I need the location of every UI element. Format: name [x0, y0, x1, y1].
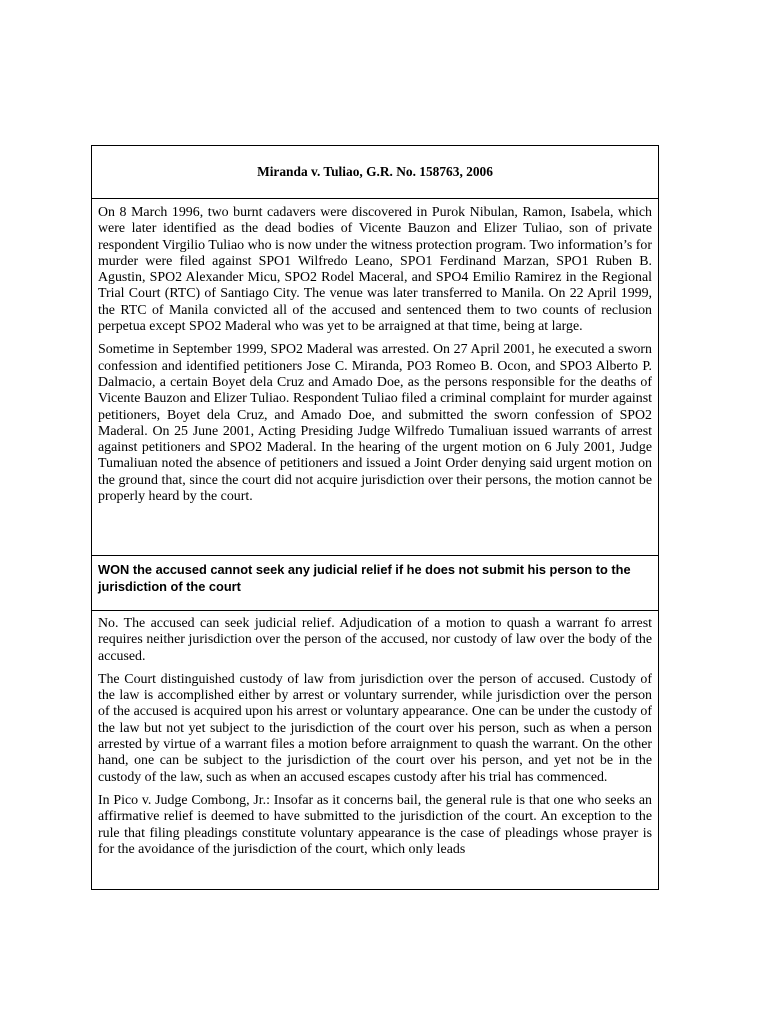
ruling-paragraph-1: No. The accused can seek judicial relief. Adjudication of a motion to quash a warrant fo arrest requires neither jurisdiction over the person of the accused, nor custody of law over the body of the accused. [98, 616, 652, 664]
facts-cell [92, 199, 658, 556]
facts-paragraph-1: On 8 March 1996, two burnt cadavers were discovered in Purok Nibulan, Ramon, Isabela, which were later identified as the dead bodies of Vicente Bauzon and Elizer Tuliao, son of private respondent Virgilio Tuliao who is now under the witness protection program. Two information’s for murder were filed against SPO1 Wilfredo Leano, SPO1 Ferdinand Marzan, SPO1 Ruben B. Agustin, SPO2 Alexander Micu, SPO2 Rodel Maceral, and SPO4 Emilio Ramirez in the Regional Trial Court (RTC) of Santiago City. The venue was later transferred to Manila. On 22 April 1999, the RTC of Manila convicted all of the accused and sentenced them to two counts of reclusion perpetua except SPO2 Maderal who was yet to be arraigned at that time, being at large. [98, 205, 652, 335]
case-digest-table [91, 145, 659, 890]
ruling-paragraph-2: The Court distinguished custody of law from jurisdiction over the person of accused. Custody of the law is accomplished either by arrest or voluntary surrender, while jurisdiction over the person of the accused is acquired upon his arrest or voluntary appearance. One can be under the custody of the law but not yet subject to the jurisdiction of the court over his person, such as when a person arrested by virtue of a warrant files a motion before arraignment to quash the warrant. On the other hand, one can be subject to the jurisdiction of the court over his person, and yet not be in the custody of the law, such as when an accused escapes custody after his trial has commenced. [98, 671, 652, 785]
issue-cell [92, 556, 658, 611]
issue-statement: WON the accused cannot seek any judicial relief if he does not submit his person to the jurisdiction of the court [98, 562, 631, 594]
ruling-cell [92, 611, 658, 858]
ruling-paragraph-3: In Pico v. Judge Combong, Jr.: Insofar as it concerns bail, the general rule is that one who seeks an affirmative relief is deemed to have submitted to the jurisdiction of the court. An exception to the rule that filing pleadings constitute voluntary appearance is the case of pleadings whose prayer is for the avoidance of the jurisdiction of the court, which only leads [98, 792, 652, 857]
case-title-cell [92, 146, 658, 199]
case-title: Miranda v. Tuliao, G.R. No. 158763, 2006 [257, 164, 493, 179]
facts-paragraph-2: Sometime in September 1999, SPO2 Maderal was arrested. On 27 April 2001, he executed a sworn confession and identified petitioners Jose C. Miranda, PO3 Romeo B. Ocon, and SPO3 Alberto P. Dalmacio, a certain Boyet dela Cruz and Amado Doe, as the persons responsible for the deaths of Vicente Bauzon and Elizer Tuliao. Respondent Tuliao filed a criminal complaint for murder against petitioners, Boyet dela Cruz, and Amado Doe, and submitted the sworn confession of SPO2 Maderal. On 25 June 2001, Acting Presiding Judge Wilfredo Tumaliuan issued warrants of arrest against petitioners and SPO2 Maderal. In the hearing of the urgent motion on 6 July 2001, Judge Tumaliuan noted the absence of petitioners and issued a Joint Order denying said urgent motion on the ground that, since the court did not acquire jurisdiction over their persons, the motion cannot be properly heard by the court. [98, 342, 652, 505]
